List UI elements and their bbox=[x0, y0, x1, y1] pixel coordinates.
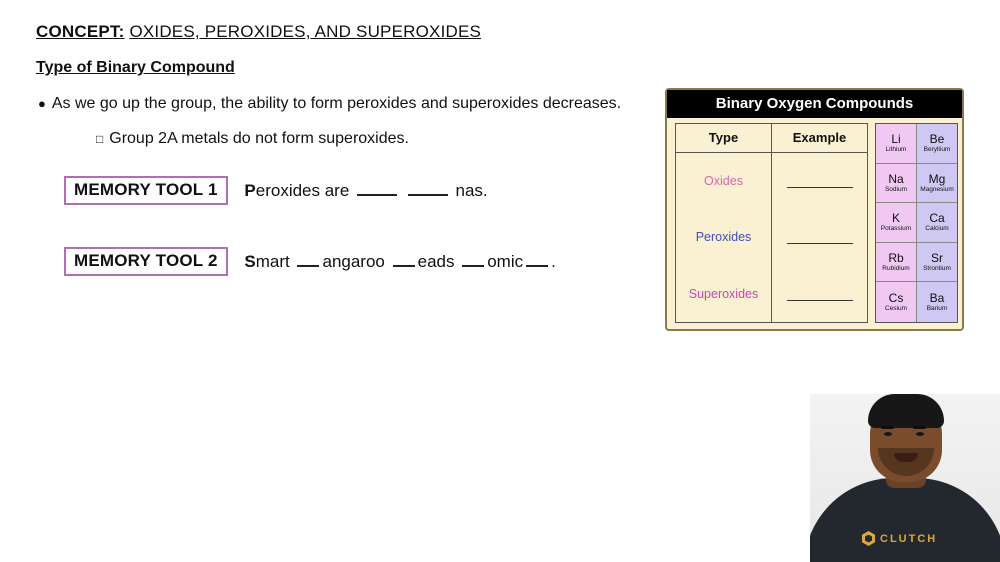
element-symbol: Ca bbox=[929, 211, 945, 226]
table-row bbox=[676, 153, 867, 209]
element-name: Barium bbox=[926, 304, 948, 312]
fill-blank bbox=[462, 251, 484, 267]
presenter-eye-left bbox=[884, 432, 892, 436]
cell-example-superoxides bbox=[772, 266, 867, 322]
bullet-square-icon: □ bbox=[96, 131, 104, 146]
concept-heading bbox=[36, 22, 481, 42]
presenter-hair bbox=[868, 394, 944, 428]
column-header-type: Type bbox=[676, 124, 772, 152]
compounds-table bbox=[675, 123, 868, 323]
element-name: Potassium bbox=[880, 225, 912, 233]
mini-periodic-table bbox=[875, 123, 958, 323]
element-cell-sr bbox=[917, 243, 957, 283]
element-name: Lithium bbox=[885, 146, 907, 154]
bullet-secondary bbox=[96, 130, 409, 148]
fill-blank bbox=[526, 251, 548, 267]
element-symbol: Rb bbox=[888, 250, 904, 265]
table-header-row bbox=[676, 124, 867, 153]
element-name: Beryllium bbox=[923, 146, 951, 154]
table-row bbox=[676, 266, 867, 322]
binary-oxygen-compounds-panel bbox=[665, 88, 964, 331]
memory-tool-2-badge: MEMORY TOOL 2 bbox=[64, 247, 228, 276]
cell-type-peroxides: Peroxides bbox=[676, 209, 772, 265]
element-cell-li bbox=[876, 124, 917, 164]
cell-example-peroxides bbox=[772, 209, 867, 265]
element-symbol: Mg bbox=[928, 171, 946, 186]
element-name: Sodium bbox=[884, 185, 908, 193]
memory-tool-2-lead: S bbox=[244, 252, 256, 271]
cell-type-superoxides: Superoxides bbox=[676, 266, 772, 322]
element-symbol: Na bbox=[888, 171, 904, 186]
memory-tool-2-text bbox=[244, 251, 555, 272]
element-symbol: Be bbox=[929, 132, 945, 147]
hexagon-icon bbox=[862, 531, 875, 546]
element-cell-na bbox=[876, 164, 917, 204]
brand-name: CLUTCH bbox=[880, 532, 938, 545]
element-name: Rubidium bbox=[882, 264, 910, 272]
memory-tool-1-before: eroxides are bbox=[255, 181, 350, 200]
concept-label: CONCEPT: bbox=[36, 22, 125, 41]
panel-title: Binary Oxygen Compounds bbox=[667, 90, 962, 118]
element-symbol: Sr bbox=[931, 250, 943, 265]
memory-tool-2-part-1: mart bbox=[255, 252, 290, 271]
presenter-eyebrow-left bbox=[881, 426, 894, 429]
element-symbol: K bbox=[891, 211, 900, 226]
element-name: Strontium bbox=[923, 264, 951, 272]
element-symbol: Li bbox=[891, 132, 901, 147]
periodic-row bbox=[876, 243, 957, 283]
fill-blank bbox=[393, 251, 415, 267]
element-name: Calcium bbox=[925, 225, 949, 233]
bullet-dot-icon: ● bbox=[38, 96, 46, 112]
element-cell-cs bbox=[876, 282, 917, 322]
memory-tool-2-part-3: eads bbox=[417, 252, 455, 271]
memory-tool-1-text bbox=[244, 180, 487, 201]
bullet-primary bbox=[38, 95, 621, 113]
cell-example-oxides bbox=[772, 153, 867, 209]
periodic-row bbox=[876, 124, 957, 164]
periodic-row bbox=[876, 203, 957, 243]
presenter-eyebrow-right bbox=[913, 426, 926, 429]
memory-tool-2-part-4: omic bbox=[487, 252, 524, 271]
memory-tool-2-part-2: angaroo bbox=[322, 252, 385, 271]
example-blank-line bbox=[787, 299, 853, 301]
element-symbol: Ba bbox=[929, 290, 945, 305]
element-cell-rb bbox=[876, 243, 917, 283]
element-name: Cesium bbox=[884, 304, 908, 312]
element-cell-ca bbox=[917, 203, 957, 243]
fill-blank bbox=[297, 251, 319, 267]
concept-title: OXIDES, PEROXIDES, AND SUPEROXIDES bbox=[129, 22, 482, 41]
section-subtitle: Type of Binary Compound bbox=[36, 59, 235, 76]
periodic-row bbox=[876, 282, 957, 322]
table-body bbox=[676, 153, 867, 322]
column-header-example: Example bbox=[792, 130, 847, 145]
cell-type-oxides: Oxides bbox=[676, 153, 772, 209]
memory-tool-1-lead: P bbox=[244, 181, 256, 200]
table-row bbox=[676, 209, 867, 265]
bullet-secondary-text: Group 2A metals do not form superoxides. bbox=[109, 130, 409, 147]
memory-tool-2-part-5: . bbox=[551, 252, 556, 271]
element-cell-k bbox=[876, 203, 917, 243]
element-cell-be bbox=[917, 124, 957, 164]
periodic-row bbox=[876, 164, 957, 204]
element-cell-mg bbox=[917, 164, 957, 204]
bullet-primary-text: As we go up the group, the ability to form peroxides and superoxides decreases. bbox=[51, 95, 622, 112]
memory-tool-1-badge: MEMORY TOOL 1 bbox=[64, 176, 228, 205]
memory-tool-1-after: nas. bbox=[455, 181, 488, 200]
element-symbol: Cs bbox=[888, 290, 904, 305]
example-blank-line bbox=[787, 186, 853, 188]
example-blank-line bbox=[787, 242, 853, 244]
element-name: Magnesium bbox=[920, 185, 954, 193]
memory-tool-1 bbox=[64, 176, 488, 205]
presenter-eye-right bbox=[916, 432, 924, 436]
element-cell-ba bbox=[917, 282, 957, 322]
memory-tool-2 bbox=[64, 247, 556, 276]
brand-logo bbox=[862, 531, 937, 546]
fill-blank bbox=[408, 180, 448, 196]
fill-blank bbox=[357, 180, 397, 196]
presenter-video[interactable] bbox=[810, 394, 1000, 562]
